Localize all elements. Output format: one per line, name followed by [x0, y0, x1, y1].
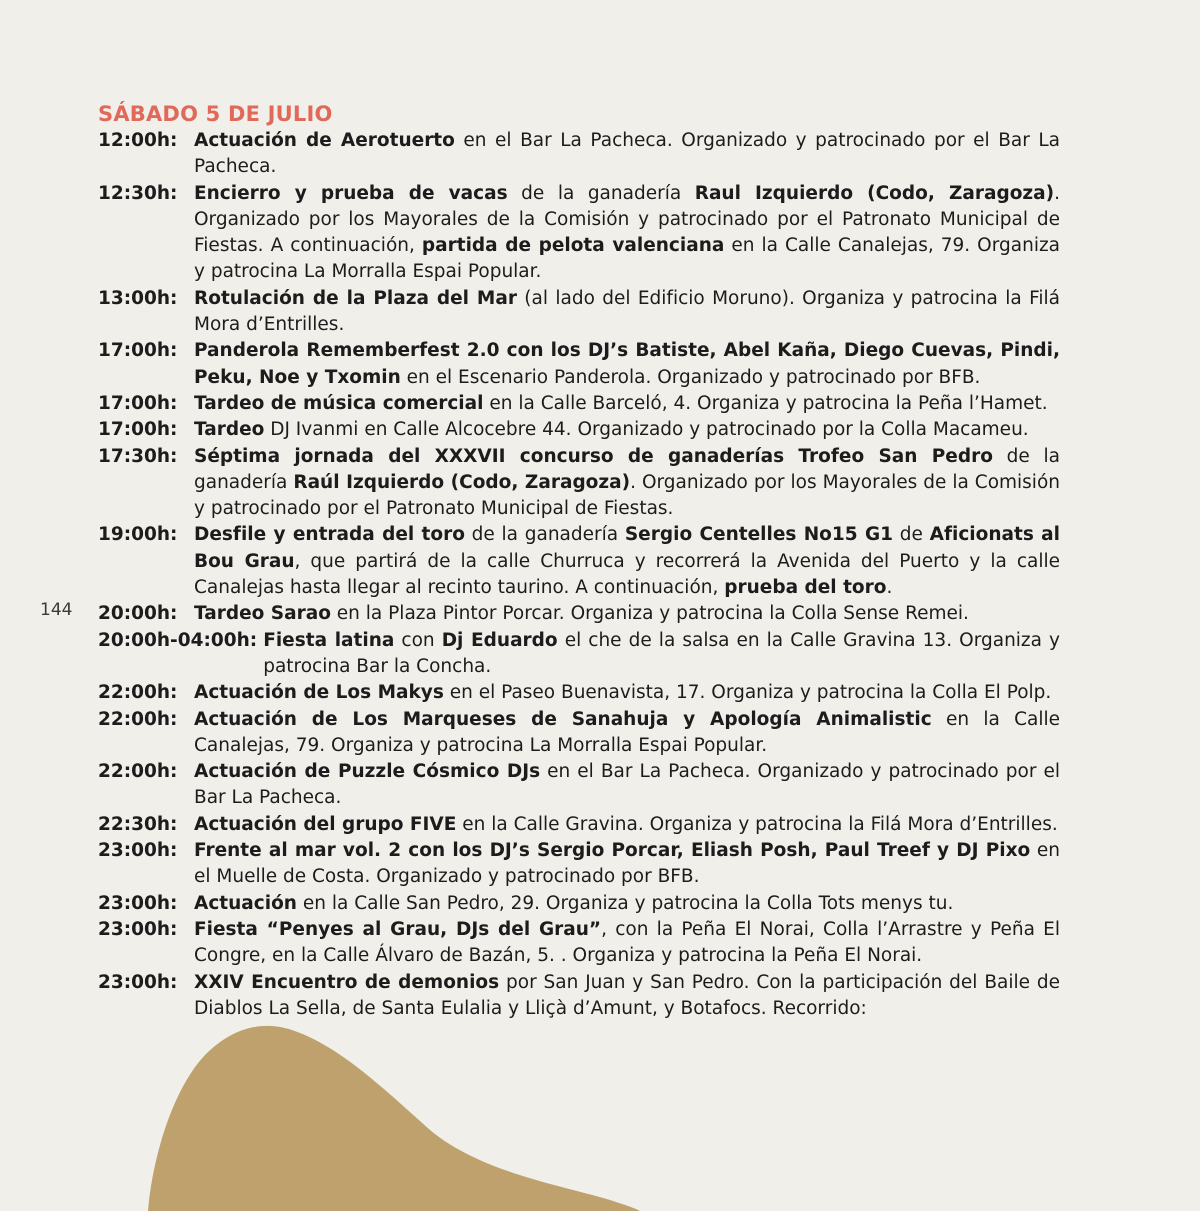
- event-highlight: Rotulación de la Plaza del Mar: [194, 287, 517, 309]
- event-highlight: Actuación: [194, 892, 297, 914]
- event-item: [98, 522, 1060, 601]
- event-text: , que partirá de la calle Churruca y recorrerá la Avenida del Puerto y la calle Canalejas hasta llegar al recinto taurino. A continuación,: [194, 550, 1060, 599]
- event-highlight: Dj Eduardo: [441, 629, 558, 651]
- event-description: [194, 838, 1060, 891]
- event-item: [98, 891, 1060, 917]
- event-description: [194, 286, 1060, 339]
- event-description: [194, 391, 1060, 417]
- event-description: [194, 759, 1060, 812]
- event-item: [98, 812, 1060, 838]
- event-highlight: Fiesta “Penyes al Grau, DJs del Grau”: [194, 918, 602, 940]
- event-time: 17:30h:: [98, 445, 178, 467]
- schedule-content: [98, 100, 1060, 1022]
- event-text: en el Paseo Buenavista, 17. Organiza y patrocina la Colla El Polp.: [443, 682, 1052, 704]
- event-time: 23:00h:: [98, 971, 178, 993]
- event-highlight: Encierro y prueba de vacas: [194, 182, 508, 204]
- event-time: 23:00h:: [98, 892, 178, 914]
- event-item: [98, 680, 1060, 706]
- event-description: [194, 917, 1060, 970]
- event-text: en la Calle Canalejas, 79. Organiza y patrocina La Morralla Espai Popular.: [194, 708, 1060, 756]
- event-description: [194, 181, 1060, 286]
- event-text: .: [886, 577, 893, 599]
- event-text: en la Calle Barceló, 4. Organiza y patrocina la Peña l’Hamet.: [483, 392, 1048, 414]
- event-text: de la ganadería: [507, 182, 695, 204]
- event-highlight: Tardeo de música comercial: [194, 392, 484, 414]
- event-time: 12:00h:: [98, 130, 178, 151]
- event-item: [98, 417, 1060, 443]
- page-number: 144: [40, 600, 73, 620]
- event-description: [194, 970, 1060, 1023]
- event-list: [98, 128, 1060, 1022]
- event-text: en la Calle Gravina. Organiza y patrocina la Filá Mora d’Entrilles.: [456, 813, 1058, 835]
- day-title: SÁBADO 5 DE JULIO: [98, 102, 333, 126]
- event-description: [194, 444, 1060, 523]
- event-highlight: Panderola Rememberfest 2.0 con los DJ’s Batiste, Abel Kaña, Diego Cuevas, Pindi, Peku, Noe y Txomin: [194, 340, 1060, 388]
- event-highlight: prueba del toro: [724, 577, 887, 599]
- event-highlight: XXIV Encuentro de demonios: [194, 971, 500, 993]
- event-highlight: Actuación de Puzzle Cósmico DJs: [194, 761, 541, 783]
- event-text: de: [893, 524, 930, 546]
- event-text: en el Muelle de Costa. Organizado y patrocinado por BFB.: [194, 840, 1060, 888]
- event-text: en el Bar La Pacheca. Organizado y patrocinado por el Bar La Pacheca.: [194, 761, 1060, 809]
- event-description: [194, 812, 1060, 838]
- event-item: [98, 628, 1060, 681]
- event-item: [98, 759, 1060, 812]
- event-highlight: Tardeo Sarao: [194, 603, 331, 625]
- event-highlight: Sergio Centelles No15 G1: [624, 524, 893, 546]
- event-highlight: Séptima jornada del XXXVII concurso de ganaderías Trofeo San Pedro: [194, 445, 993, 467]
- event-time: 22:00h:: [98, 708, 178, 730]
- event-text: en la Calle Canalejas, 79. Organiza y patrocina La Morralla Espai Popular.: [194, 235, 1061, 283]
- event-time: 23:00h:: [98, 840, 178, 862]
- event-highlight: Actuación del grupo FIVE: [194, 813, 457, 835]
- event-time: 12:30h:: [98, 182, 178, 204]
- event-text: DJ Ivanmi en Calle Alcocebre 44. Organizado y patrocinado por la Colla Macameu.: [264, 419, 1029, 441]
- event-highlight: Actuación de Los Makys: [194, 682, 444, 704]
- event-item: [98, 128, 1060, 181]
- event-time: 20:00h-04:00h:: [98, 629, 258, 651]
- event-item: [98, 707, 1060, 760]
- event-item: [98, 181, 1060, 286]
- event-time: 20:00h:: [98, 603, 178, 625]
- event-description: [194, 601, 1060, 627]
- event-time: 17:00h:: [98, 392, 178, 414]
- event-time: 17:00h:: [98, 340, 178, 362]
- event-time: 17:00h:: [98, 419, 178, 441]
- event-time: 23:00h:: [98, 918, 178, 940]
- event-text: en la Calle San Pedro, 29. Organiza y patrocina la Colla Tots menys tu.: [296, 892, 954, 914]
- event-time: 22:30h:: [98, 813, 178, 835]
- event-highlight: Fiesta latina: [263, 629, 395, 651]
- event-item: [98, 286, 1060, 339]
- event-item: [98, 970, 1060, 1023]
- event-text: de la ganadería: [464, 524, 625, 546]
- event-highlight: Raúl Izquierdo (Codo, Zaragoza): [293, 471, 631, 493]
- event-description: [194, 128, 1060, 181]
- event-highlight: Actuación de Aerotuerto: [194, 130, 455, 151]
- event-text: por San Juan y San Pedro. Con la participación del Baile de Diablos La Sella, de Santa Eulalia y Lliçà d’Amunt, y Botafocs. Recorrido:: [194, 971, 1060, 1019]
- event-text: con: [394, 629, 442, 651]
- event-time: 19:00h:: [98, 524, 178, 546]
- event-time: 22:00h:: [98, 761, 178, 783]
- event-highlight: Raul Izquierdo (Codo, Zaragoza): [694, 182, 1055, 204]
- event-text: en el Escenario Panderola. Organizado y patrocinado por BFB.: [400, 366, 981, 388]
- event-item: [98, 838, 1060, 891]
- event-highlight: Aficionats al Bou Grau: [194, 524, 1060, 572]
- event-highlight: Desfile y entrada del toro: [194, 524, 465, 546]
- event-text: de la ganadería: [194, 445, 1060, 493]
- event-highlight: Frente al mar vol. 2 con los DJ’s Sergio Porcar, Eliash Posh, Paul Treef y DJ Pixo: [194, 840, 1031, 862]
- event-time: 13:00h:: [98, 287, 178, 309]
- event-item: [98, 601, 1060, 627]
- event-description: [263, 628, 1060, 681]
- event-text: en la Plaza Pintor Porcar. Organiza y patrocina la Colla Sense Remei.: [330, 603, 969, 625]
- event-item: [98, 338, 1060, 391]
- event-text: (al lado del Edificio Moruno). Organiza y patrocina la Filá Mora d’Entrilles.: [194, 287, 1060, 336]
- event-highlight: Actuación de Los Marqueses de Sanahuja y Apología Animalistic: [194, 708, 932, 730]
- event-highlight: partida de pelota valenciana: [421, 235, 725, 257]
- event-description: [194, 417, 1060, 443]
- event-description: [194, 522, 1060, 601]
- event-item: [98, 917, 1060, 970]
- event-description: [194, 680, 1060, 706]
- event-text: en el Bar La Pacheca. Organizado y patrocinado por el Bar La Pacheca.: [194, 130, 1061, 178]
- event-description: [194, 891, 1060, 917]
- event-item: [98, 391, 1060, 417]
- event-text: . Organizado por los Mayorales de la Comisión y patrocinado por el Patronato Municipal de Fiestas. A continuación,: [194, 182, 1061, 257]
- event-description: [194, 338, 1060, 391]
- event-text: , con la Peña El Norai, Colla l’Arrastre y Peña El Congre, en la Calle Álvaro de Bazán, 5. . Organiza y patrocina la Peña El Norai.: [194, 918, 1060, 967]
- event-text: . Organizado por los Mayorales de la Comisión y patrocinado por el Patronato Municipal de Fiestas.: [194, 471, 1060, 520]
- event-time: 22:00h:: [98, 682, 178, 704]
- event-item: [98, 444, 1060, 523]
- event-description: [194, 707, 1060, 760]
- event-highlight: Tardeo: [194, 419, 265, 441]
- event-text: el che de la salsa en la Calle Gravina 13. Organiza y patrocina Bar la Concha.: [263, 629, 1060, 677]
